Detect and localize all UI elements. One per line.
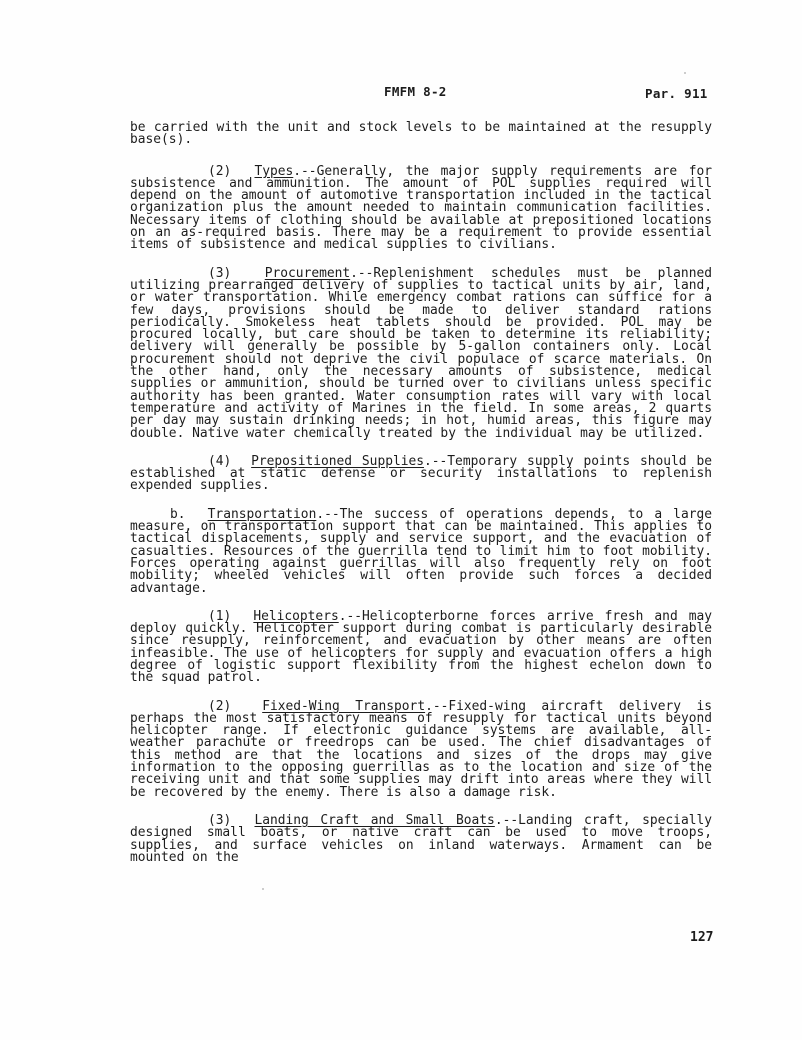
paragraph-number: (4)	[208, 453, 232, 469]
page-number: 127	[690, 930, 714, 945]
body-text	[130, 122, 712, 880]
paragraph-text: .--Helicopterborne forces arrive fresh and may deploy quickly. Helicopter support during combat is particularly desirable since resupply, reinforcement, and evacuation by other means are often infeasible. The use of helicopters for supply and evacuation offers a high degree of logistic support flexibility from the highest echelon down to the squad patrol.	[130, 608, 712, 686]
paragraph-helicopters	[130, 608, 712, 686]
paragraph-text: be carried with the unit and stock levels to be maintained at the resupply base(s).	[130, 120, 712, 148]
paragraph-text: .--Generally, the major supply requirements are for subsistence and ammunition. The amount of POL supplies required will depend on the amount of automotive transportation included in the tactical organization plus the amount needed to maintain communication facilities. Necessary items of clothing should be available at prepositioned locations on an as-required basis. There may be a requirement to provide essential items of subsistence and medical supplies to civilians.	[130, 163, 712, 253]
paragraph-heading: Prepositioned Supplies	[251, 453, 425, 469]
paragraph-number: (3)	[208, 812, 232, 828]
paragraph-landing-craft	[130, 812, 712, 865]
paragraph-number: (2)	[208, 698, 232, 714]
paragraph-heading: Types	[254, 163, 294, 179]
paragraph-text: .--The success of operations depends, to a large measure, on transportation support that can be maintained. This applies to tactical displacements, supply and service support, and the evacuation of casualties. Resources of the guerrilla tend to limit him to foot mobility. Forces operating against guerrillas will also frequently rely on foot mobility; wheeled vehicles will often provide such forces a decided advantage.	[130, 506, 712, 596]
paragraph-fixed-wing-transport	[130, 698, 713, 800]
paragraph-heading: Fixed-Wing Transport	[262, 698, 426, 714]
document-id-header: FMFM 8-2	[384, 84, 447, 99]
paragraph-text: .--Fixed-wing aircraft delivery is perhaps the most satisfactory means of resupply for tactical units beyond helicopter range. If electronic guidance systems are available, all-weather parachute or freedrops can be used. The chief disadvantages of this method are that the locations and sizes of the drops may give information to the opposing guerrillas as to the location and size of the receiving unit and that some supplies may drift into areas where they will be recovered by the enemy. There is also a damage risk.	[130, 698, 713, 800]
paragraph-prepositioned-supplies	[130, 453, 712, 494]
paragraph-procurement	[130, 265, 712, 441]
paragraph-continuation	[130, 122, 712, 147]
paragraph-transportation	[130, 506, 712, 596]
paragraph-heading: Procurement	[264, 265, 351, 281]
paragraph-number: (3)	[208, 265, 232, 281]
paragraph-heading: Transportation	[207, 506, 317, 522]
paragraph-number: (1)	[208, 608, 232, 624]
scan-speck	[684, 72, 686, 74]
paragraph-number: b.	[170, 506, 186, 522]
paragraph-reference-header: Par. 911	[645, 86, 708, 101]
paragraph-heading: Landing Craft and Small Boats	[254, 812, 495, 828]
paragraph-heading: Helicopters	[253, 608, 339, 624]
paragraph-text: .--Temporary supply points should be established at static defense or security installations to replenish expended supplies.	[130, 453, 712, 494]
paragraph-number: (2)	[208, 163, 232, 179]
paragraph-text: .--Landing craft, specially designed small boats, or native craft can be used to move troops, supplies, and surface vehicles on inland waterways. Armament can be mounted on the	[130, 812, 712, 865]
paragraph-types	[130, 163, 712, 253]
scan-speck	[262, 888, 264, 890]
paragraph-text: .--Replenishment schedules must be planned utilizing prearranged delivery of supplies to tactical units by air, land, or water transportation. While emergency combat rations can suffice for a few days, provisions should be made to deliver standard rations periodically. Smokeless heat tablets should be provided. POL may be procured locally, but care should be taken to determine its reliability; delivery will generally be possible by 5-gallon containers only. Local procurement should not deprive the civil populace of scarce materials. On the other hand, only the necessary amounts of subsistence, medical supplies or ammunition, should be turned over to civilians unless specific authority has been granted. Water consumption rates will vary with local temperature and activity of Marines in the field. In some areas, 2 quarts per day may sustain drinking needs; in hot, humid areas, this figure may double. Native water chemically treated by the individual may be utilized.	[130, 265, 712, 441]
